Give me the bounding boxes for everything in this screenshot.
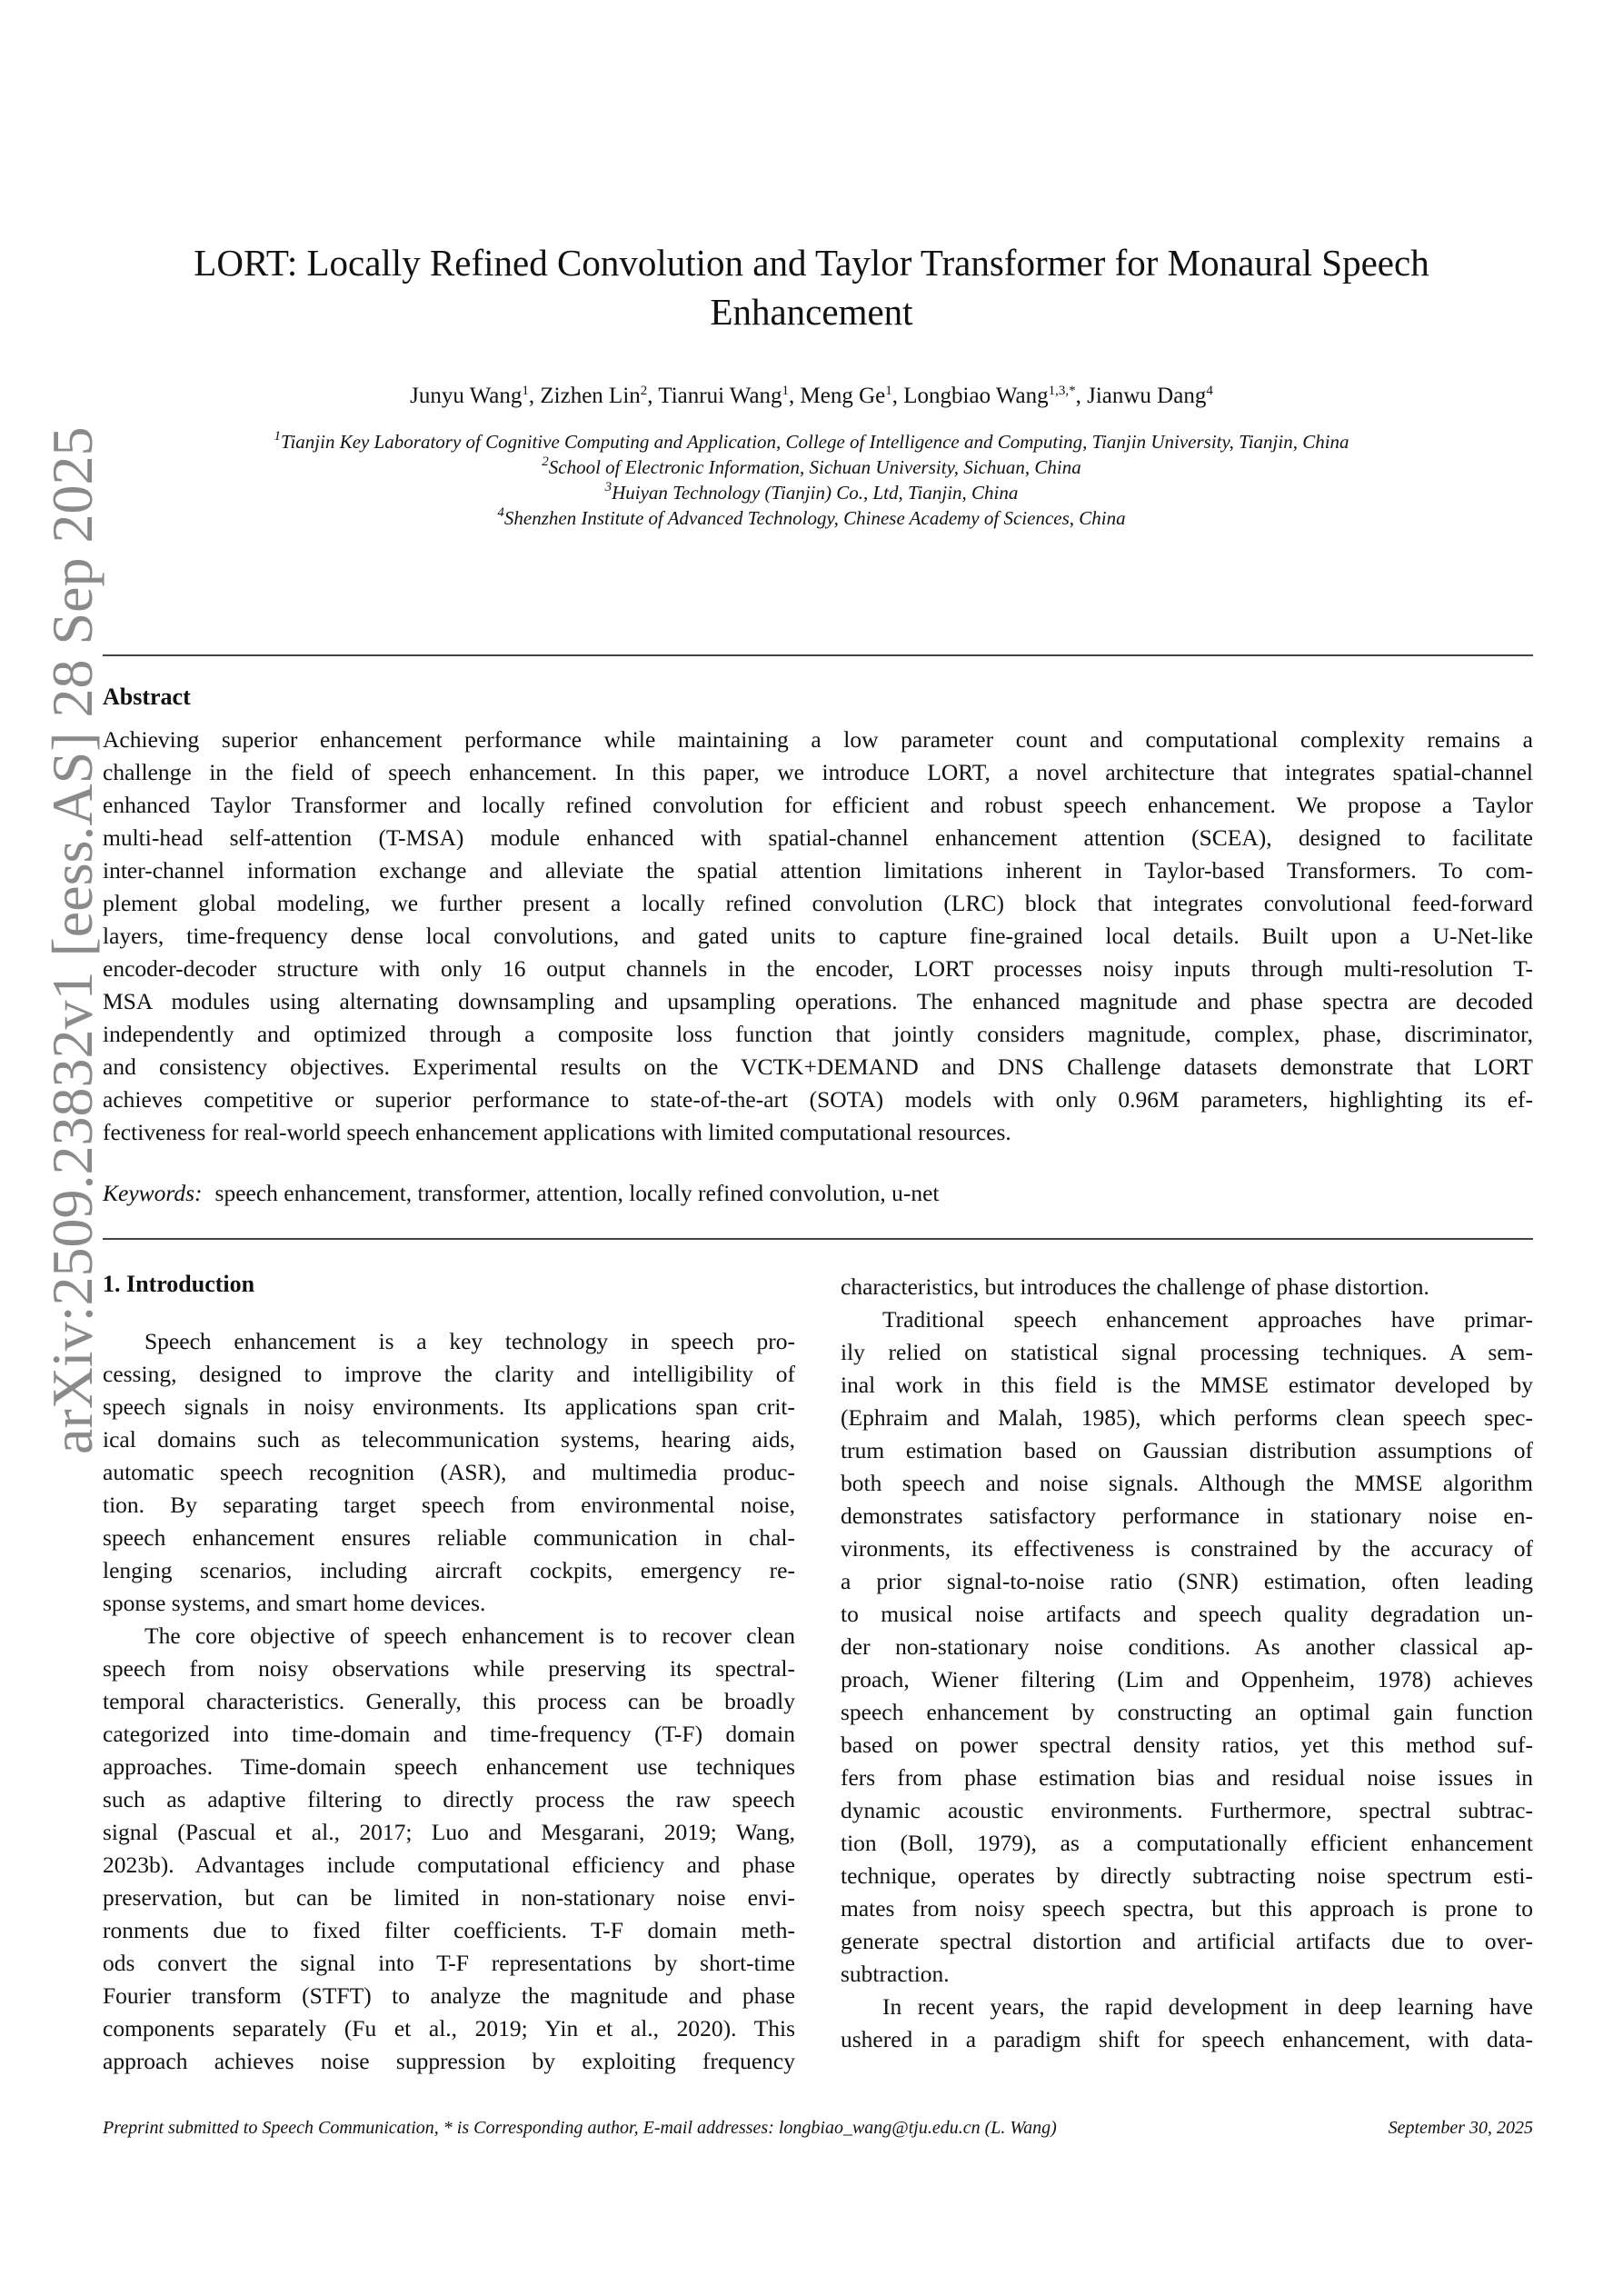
abstract-line: fectiveness for real-world speech enhancement applications with limited computational resources. xyxy=(103,1119,1011,1145)
abstract-line: and consistency objectives. Experimental results on the VCTK+DEMAND and DNS Challenge datasets demonstrate that LORT xyxy=(103,1053,1533,1080)
body-line: signal (Pascual et al., 2017; Luo and Mesgarani, 2019; Wang, xyxy=(103,1819,795,1845)
abstract-line: achieves competitive or superior performance to state-of-the-art (SOTA) models with only 0.96M parameters, highlighting its ef- xyxy=(103,1086,1533,1113)
body-line: to musical noise artifacts and speech quality degradation un- xyxy=(841,1601,1533,1627)
keywords-label: Keywords: xyxy=(103,1180,203,1206)
body-line: dynamic acoustic environments. Furthermore, spectral subtrac- xyxy=(841,1797,1533,1823)
body-line: ily relied on statistical signal processing techniques. A sem- xyxy=(841,1339,1533,1365)
body-line: based on power spectral density ratios, yet this method suf- xyxy=(841,1732,1533,1758)
body-line: a prior signal-to-noise ratio (SNR) estimation, often leading xyxy=(841,1568,1533,1594)
body-line: temporal characteristics. Generally, this process can be broadly xyxy=(103,1688,795,1714)
abstract-line: independently and optimized through a composite loss function that jointly considers magnitude, complex, phase, discriminator, xyxy=(103,1021,1533,1047)
body-line: (Ephraim and Malah, 1985), which performs clean speech spec- xyxy=(841,1404,1533,1431)
body-line: In recent years, the rapid development in deep learning have xyxy=(882,1993,1533,2020)
keywords xyxy=(103,1180,940,1207)
title-line: Enhancement xyxy=(710,291,913,333)
paper-title xyxy=(136,238,1487,336)
affiliation: $^1$Tianjin Key Laboratory of Cognitive Computing and Application, College of Intelligence and Computing, Tianjin University, Tianjin, China xyxy=(274,429,1349,453)
keywords-text: speech enhancement, transformer, attention, locally refined convolution, u-net xyxy=(214,1180,940,1206)
abstract-line: multi-head self-attention (T-MSA) module enhanced with spatial-channel enhancement attention (SCEA), designed to facilitate xyxy=(103,824,1533,851)
body-line: Traditional speech enhancement approaches have primar- xyxy=(882,1306,1533,1333)
body-line: ods convert the signal into T-F representations by short-time xyxy=(103,1950,795,1976)
affiliation-list xyxy=(136,429,1487,531)
body-line: fers from phase estimation bias and residual noise issues in xyxy=(841,1764,1533,1791)
body-line: demonstrates satisfactory performance in stationary noise en- xyxy=(841,1502,1533,1529)
footer-date: September 30, 2025 xyxy=(1388,2118,1533,2138)
body-line: speech enhancement by constructing an optimal gain function xyxy=(841,1699,1533,1725)
divider-top xyxy=(103,654,1533,656)
author: Junyu Wang$^1$ xyxy=(410,384,529,408)
author: Zizhen Lin$^2$ xyxy=(540,384,648,408)
body-line: ical domains such as telecommunication systems, hearing aids, xyxy=(103,1426,795,1452)
section-heading: 1. Introduction xyxy=(103,1271,255,1297)
body-line: inal work in this field is the MMSE estimator developed by xyxy=(841,1372,1533,1398)
right-column xyxy=(841,1271,1533,2056)
body-line: proach, Wiener filtering (Lim and Oppenheim, 1978) achieves xyxy=(841,1666,1533,1692)
abstract-line: MSA modules using alternating downsampling and upsampling operations. The enhanced magnitude and phase spectra are decoded xyxy=(103,988,1533,1014)
author: Meng Ge$^1$ xyxy=(800,384,892,408)
body-line: cessing, designed to improve the clarity and intelligibility of xyxy=(103,1361,795,1387)
affiliation: $^2$School of Electronic Information, Sichuan University, Sichuan, China xyxy=(542,454,1081,478)
abstract-line: layers, time-frequency dense local convolutions, and gated units to capture fine-grained local details. Built upon a U-Net-like xyxy=(103,923,1533,949)
author: Tianrui Wang$^1$ xyxy=(658,384,790,408)
body-line: characteristics, but introduces the challenge of phase distortion. xyxy=(841,1273,1429,1300)
body-line: such as adaptive filtering to directly process the raw speech xyxy=(103,1786,795,1812)
author: Longbiao Wang$^{1,3,*}$ xyxy=(903,384,1076,408)
body-line: generate spectral distortion and artificial artifacts due to over- xyxy=(841,1928,1533,1954)
body-line: subtraction. xyxy=(841,1961,950,1987)
abstract-body xyxy=(103,724,1533,1149)
footer-note: Preprint submitted to Speech Communication, * is Corresponding author, E-mail addresses: longbiao_wang@tju.edu.cn (L. Wang) xyxy=(103,2118,1057,2138)
body-line: der non-stationary noise conditions. As another classical ap- xyxy=(841,1633,1533,1660)
affiliation: $^4$Shenzhen Institute of Advanced Technology, Chinese Academy of Sciences, China xyxy=(497,505,1126,529)
body-line: both speech and noise signals. Although the MMSE algorithm xyxy=(841,1470,1533,1496)
body-line: trum estimation based on Gaussian distribution assumptions of xyxy=(841,1437,1533,1463)
abstract-line: inter-channel information exchange and alleviate the spatial attention limitations inherent in Taylor-based Transformers. To com- xyxy=(103,857,1533,883)
author: Jianwu Dang$^4$ xyxy=(1087,384,1213,408)
abstract-line: encoder-decoder structure with only 16 output channels in the encoder, LORT processes noisy inputs through multi-resolution T- xyxy=(103,955,1533,982)
author-list: Junyu Wang$^1$, Zizhen Lin$^2$, Tianrui Wang$^1$, Meng Ge$^1$, Longbiao Wang$^{1,3,*}$, Jianwu Dang$^4$ xyxy=(410,384,1213,408)
body-line: The core objective of speech enhancement is to recover clean xyxy=(144,1622,795,1649)
body-line: speech from noisy observations while preserving its spectral- xyxy=(103,1655,795,1682)
body-line: ronments due to fixed filter coefficients. T-F domain meth- xyxy=(103,1917,795,1943)
body-line: sponse systems, and smart home devices. xyxy=(103,1590,486,1616)
body-line: categorized into time-domain and time-frequency (T-F) domain xyxy=(103,1721,795,1747)
body-line: approach achieves noise suppression by exploiting frequency xyxy=(103,2048,795,2074)
body-line: tion. By separating target speech from environmental noise, xyxy=(103,1492,795,1518)
title-line: LORT: Locally Refined Convolution and Taylor Transformer for Monaural Speech xyxy=(194,242,1429,284)
abstract-line: plement global modeling, we further present a locally refined convolution (LRC) block that integrates convolutional feed-forward xyxy=(103,890,1533,916)
body-line: lenging scenarios, including aircraft cockpits, emergency re- xyxy=(103,1557,795,1583)
body-line: speech enhancement ensures reliable communication in chal- xyxy=(103,1524,795,1551)
abstract-line: Achieving superior enhancement performance while maintaining a low parameter count and computational complexity remains a xyxy=(103,726,1533,753)
body-line: Fourier transform (STFT) to analyze the magnitude and phase xyxy=(103,1982,795,2009)
affiliation: $^3$Huiyan Technology (Tianjin) Co., Ltd, Tianjin, China xyxy=(604,480,1019,504)
body-line: components separately (Fu et al., 2019; Yin et al., 2020). This xyxy=(103,2015,795,2041)
body-line: tion (Boll, 1979), as a computationally efficient enhancement xyxy=(841,1830,1533,1856)
abstract-heading: Abstract xyxy=(103,684,191,710)
divider-bottom xyxy=(103,1238,1533,1240)
abstract-line: challenge in the field of speech enhancement. In this paper, we introduce LORT, a novel architecture that integrates spatial-channel xyxy=(103,759,1533,785)
left-column xyxy=(103,1325,795,2078)
body-line: ushered in a paradigm shift for speech enhancement, with data- xyxy=(841,2026,1533,2052)
body-line: mates from noisy speech spectra, but this approach is prone to xyxy=(841,1895,1533,1922)
body-line: technique, operates by directly subtracting noise spectrum esti- xyxy=(841,1862,1533,1889)
body-line: automatic speech recognition (ASR), and multimedia produc- xyxy=(103,1459,795,1485)
body-line: preservation, but can be limited in non-stationary noise envi- xyxy=(103,1884,795,1911)
body-line: approaches. Time-domain speech enhancement use techniques xyxy=(103,1753,795,1780)
abstract-line: enhanced Taylor Transformer and locally refined convolution for efficient and robust speech enhancement. We propose a Taylor xyxy=(103,792,1533,818)
body-line: Speech enhancement is a key technology in speech pro- xyxy=(144,1328,795,1354)
page-footer xyxy=(103,2118,1533,2139)
arxiv-stamp: arXiv:2509.23832v1 [eess.AS] 28 Sep 2025 xyxy=(40,426,105,1454)
body-line: vironments, its effectiveness is constrained by the accuracy of xyxy=(841,1535,1533,1562)
body-line: speech signals in noisy environments. Its applications span crit- xyxy=(103,1393,795,1420)
body-line: 2023b). Advantages include computational efficiency and phase xyxy=(103,1852,795,1878)
